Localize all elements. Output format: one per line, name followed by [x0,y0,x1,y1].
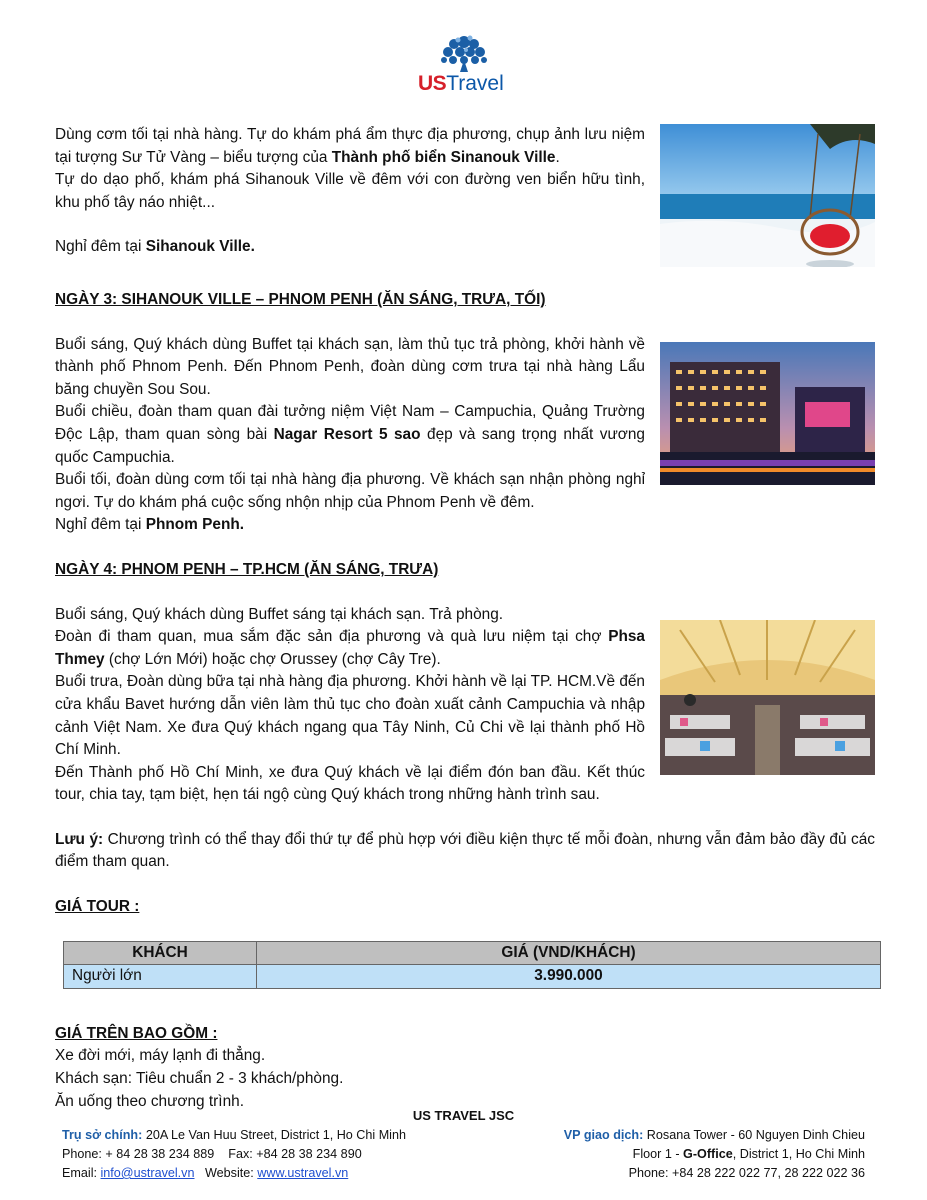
footer-website-link[interactable]: www.ustravel.vn [257,1166,349,1180]
day4-noon-text: Buổi trưa, Đoàn dùng bữa tại nhà hàng địa phương. Khởi hành về lại TP. HCM.Về đến cửa khẩu Bavet hướng dẫn viên làm thủ tục cho đoàn xuất cảnh Campuchia và nhập cảnh Việt Nam. Xe đưa Quý khách ngang qua Tây Ninh, Củ Chi về lại thành phố Hồ Chí Minh. [55,673,645,759]
central-market-photo [660,620,875,775]
footer-head-office: Trụ sở chính: 20A Le Van Huu Street, District 1, Ho Chi Minh Phone: + 84 28 38 234 889 Fax: +84 28 38 234 890 Email: info@ustravel.vn Website: www.ustravel.vn [62,1128,406,1180]
footer-office-phone: Phone: +84 28 222 022 77, 28 222 022 36 [628,1166,865,1180]
table-row [64,965,881,989]
footer-transaction-office: VP giao dịch: Rosana Tower - 60 Nguyen Dinh Chieu Floor 1 - G-Office, District 1, Ho Chi Minh Phone: +84 28 222 022 77, 28 222 022 36 [564,1126,865,1183]
beach-swing-photo [660,124,875,267]
itinerary-content [55,124,875,1113]
list-item: Ăn uống theo chương trình. [55,1092,244,1110]
day2-evening-text: Tự do dạo phố, khám phá Sihanouk Ville về đêm với con đường ven biển hữu tình, khu phố tây náo nhiệt... [55,171,645,211]
day2-end-section [55,124,875,267]
list-item: Xe đời mới, máy lạnh đi thẳng. [55,1047,266,1065]
footer-email-link[interactable]: info@ustravel.vn [100,1166,195,1180]
price-heading: GIÁ TOUR : [55,898,140,916]
logo-travel: Travel [446,72,504,95]
list-item: Khách sạn: Tiêu chuẩn 2 - 3 khách/phòng. [55,1070,344,1088]
day3-evening-text: Buổi tối, đoàn dùng cơm tối tại nhà hàng địa phương. Về khách sạn nhận phòng nghỉ ngơi. Tự do khám phá cuộc sống nhộn nhịp của Phnom Penh về đêm. [55,471,645,511]
day3-heading: NGÀY 3: SIHANOUK VILLE – PHNOM PENH (ĂN SÁNG, TRƯA, TỐI) [55,291,546,308]
day3-afternoon-text: Buổi chiều, đoàn tham quan đài tưởng niệm Việt Nam – Campuchia, Quảng Trường Độc Lập, tham quan sòng bài Nagar Resort 5 sao đẹp và sang trọng nhất vương quốc Campuchia. [55,403,645,466]
logo-wordmark [418,72,504,96]
page-footer [0,1106,927,1180]
nagaworld-hotel-photo [660,342,875,485]
day4-arrival-text: Đến Thành phố Hồ Chí Minh, xe đưa Quý khách về lại điểm đón ban đầu. Kết thúc tour, chia tay, tạm biệt, hẹn tái ngộ cùng Quý khách trong những hành trình sau. [55,763,645,804]
day3-morning-text: Buổi sáng, Quý khách dùng Buffet tại khách sạn, làm thủ tục trả phòng, khởi hành về thành phố Phnom Penh. Đến Phnom Penh, đoàn dùng cơm trưa tại nhà hàng Lẩu băng chuyền Sou Sou. [55,335,645,398]
note-text: Lưu ý: Chương trình có thể thay đổi thứ tự để phù hợp với điều kiện thực tế mỗi đoàn, nhưng vẫn đảm bảo đầy đủ các điểm tham quan. [55,830,875,871]
day4-morning-text: Buổi sáng, Quý khách dùng Buffet sáng tại khách sạn. Trả phòng. [55,605,504,623]
footer-company: US TRAVEL JSC [412,1108,515,1123]
day4-shopping-text: Đoàn đi tham quan, mua sắm đặc sản địa phương và quà lưu niệm tại chợ Phsa Thmey (chợ Lớn Mới) hoặc chợ Orussey (chợ Cây Tre). [55,628,645,668]
guest-price: 3.990.000 [257,965,881,989]
day4-heading: NGÀY 4: PHNOM PENH – TP.HCM (ĂN SÁNG, TRƯA) [55,560,439,578]
day2-overnight: Nghỉ đêm tại Sihanouk Ville. [55,238,255,256]
price-table [63,941,881,989]
day2-dinner-text: Dùng cơm tối tại nhà hàng. Tự do khám phá ẩm thực địa phương, chụp ảnh lưu niệm tại tượng Sư Tử Vàng – biểu tượng của Thành phố biển Sinanouk Ville. [55,126,645,166]
logo-us: US [418,72,447,95]
price-table-header [64,941,881,965]
day3-section [55,334,875,537]
guest-type: Người lớn [64,965,257,989]
day3-overnight: Nghỉ đêm tại Phnom Penh. [55,516,245,534]
col-price: GIÁ (VND/KHÁCH) [257,941,881,965]
day4-section [55,604,875,807]
footer-phone-fax: Phone: + 84 28 38 234 889 Fax: +84 28 38 234 890 [62,1147,362,1161]
includes-heading: GIÁ TRÊN BAO GỒM : [55,1024,218,1042]
col-guest: KHÁCH [64,941,257,965]
